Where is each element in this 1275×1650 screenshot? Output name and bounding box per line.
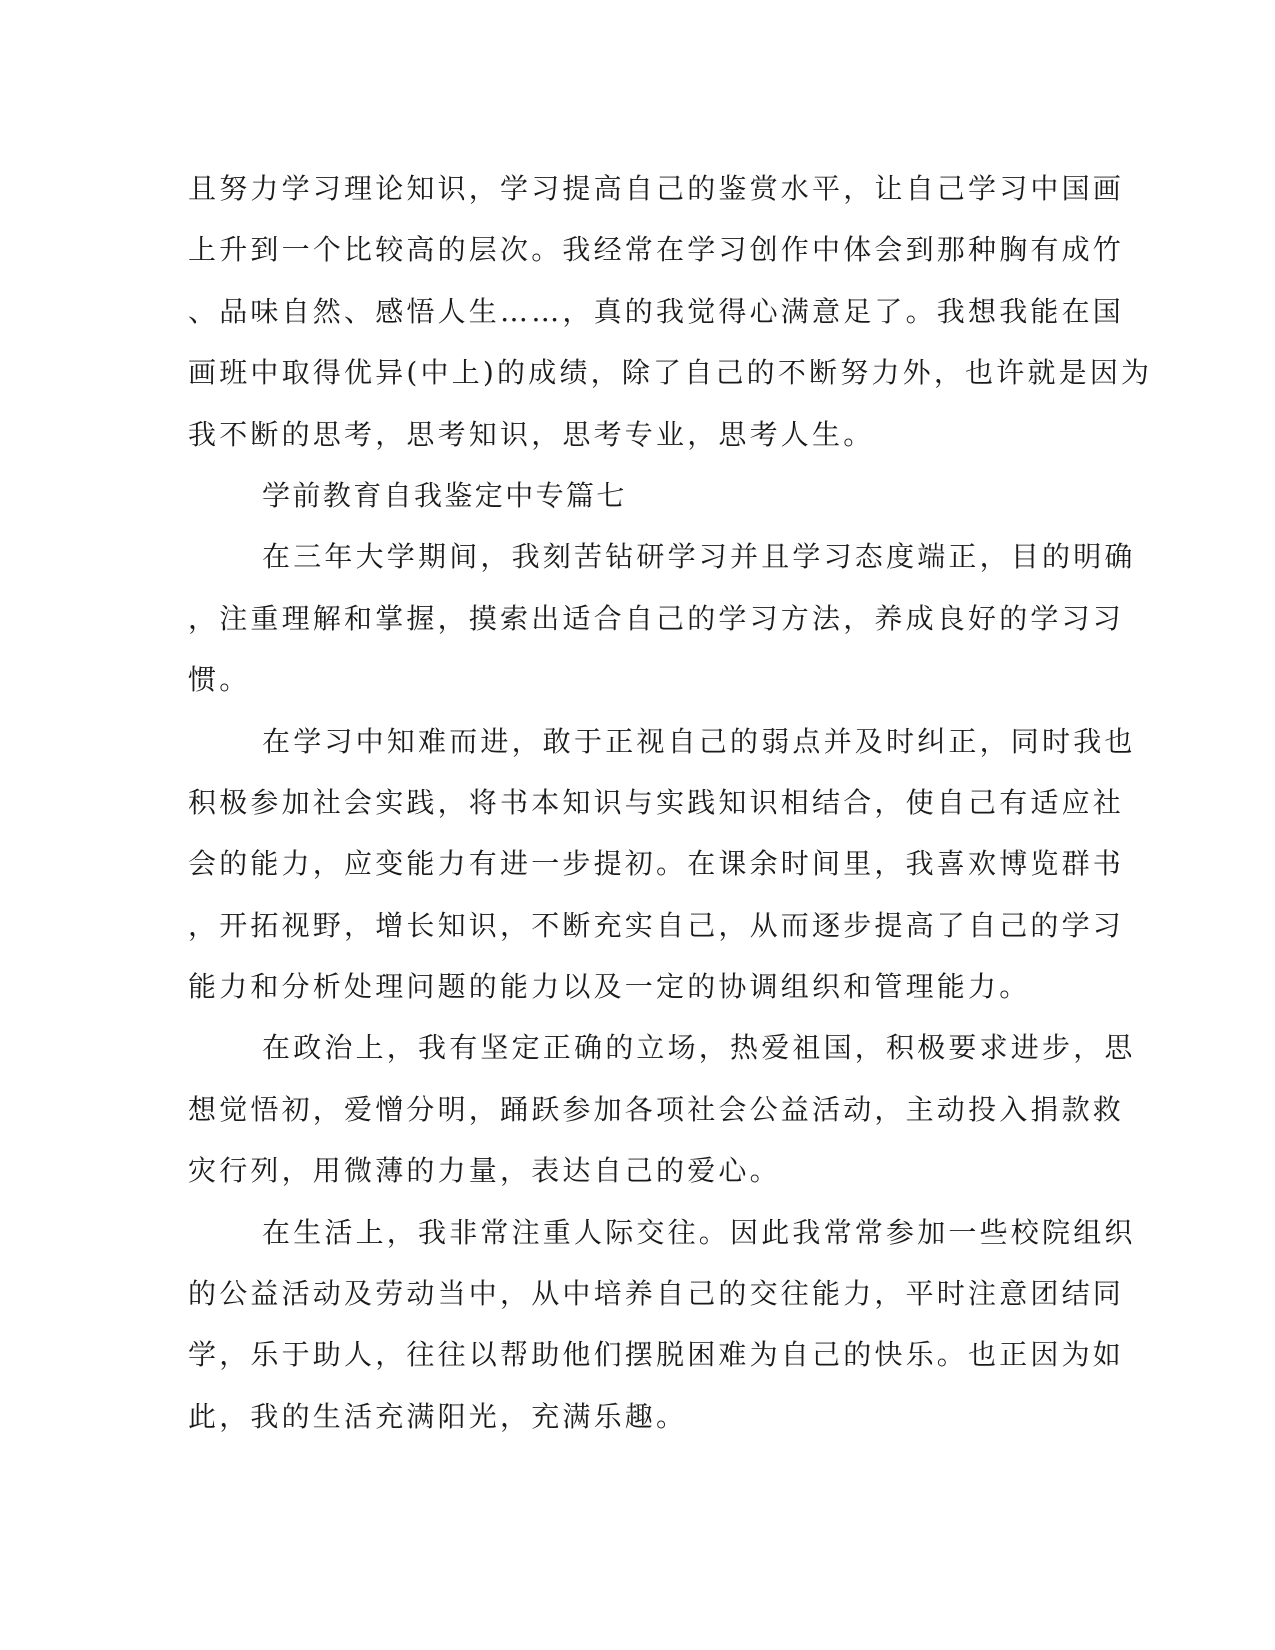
text-line: 在三年大学期间，我刻苦钻研学习并且学习态度端正，目的明确 <box>262 540 1136 574</box>
text-line: 、品味自然、感悟人生……，真的我觉得心满意足了。我想我能在国 <box>188 294 1125 328</box>
text-line: 积极参加社会实践，将书本知识与实践知识相结合，使自己有适应社 <box>188 785 1125 819</box>
text-line: 会的能力，应变能力有进一步提初。在课余时间里，我喜欢博览群书 <box>188 847 1125 881</box>
text-line: 上升到一个比较高的层次。我经常在学习创作中体会到那种胸有成竹 <box>188 233 1125 267</box>
text-line: 惯。 <box>188 663 251 697</box>
section-heading: 学前教育自我鉴定中专篇七 <box>262 478 627 512</box>
text-line: 此，我的生活充满阳光，充满乐趣。 <box>188 1399 688 1433</box>
text-line: 的公益活动及劳动当中，从中培养自己的交往能力，平时注意团结同 <box>188 1277 1125 1311</box>
document-body <box>188 158 1153 1447</box>
text-line: 在学习中知难而进，敢于正视自己的弱点并及时纠正，同时我也 <box>262 724 1136 758</box>
text-line: 画班中取得优异(中上)的成绩，除了自己的不断努力外，也许就是因为 <box>188 356 1153 390</box>
text-line: 且努力学习理论知识，学习提高自己的鉴赏水平，让自己学习中国画 <box>188 172 1125 205</box>
text-line: 我不断的思考，思考知识，思考专业，思考人生。 <box>188 417 875 451</box>
text-line: 灾行列，用微薄的力量，表达自己的爱心。 <box>188 1154 781 1188</box>
text-line: 想觉悟初，爱憎分明，踊跃参加各项社会公益活动，主动投入捐款救 <box>188 1092 1125 1126</box>
text-line: ，注重理解和掌握，摸索出适合自己的学习方法，养成良好的学习习 <box>188 601 1125 635</box>
text-line: 在生活上，我非常注重人际交往。因此我常常参加一些校院组织 <box>262 1215 1136 1249</box>
text-line: 学，乐于助人，往往以帮助他们摆脱困难为自己的快乐。也正因为如 <box>188 1338 1125 1372</box>
text-line: 能力和分析处理问题的能力以及一定的协调组织和管理能力。 <box>188 970 1031 1004</box>
text-line: 在政治上，我有坚定正确的立场，热爱祖国，积极要求进步，思 <box>262 1031 1136 1065</box>
text-line: ，开拓视野，增长知识，不断充实自己，从而逐步提高了自己的学习 <box>188 908 1125 942</box>
